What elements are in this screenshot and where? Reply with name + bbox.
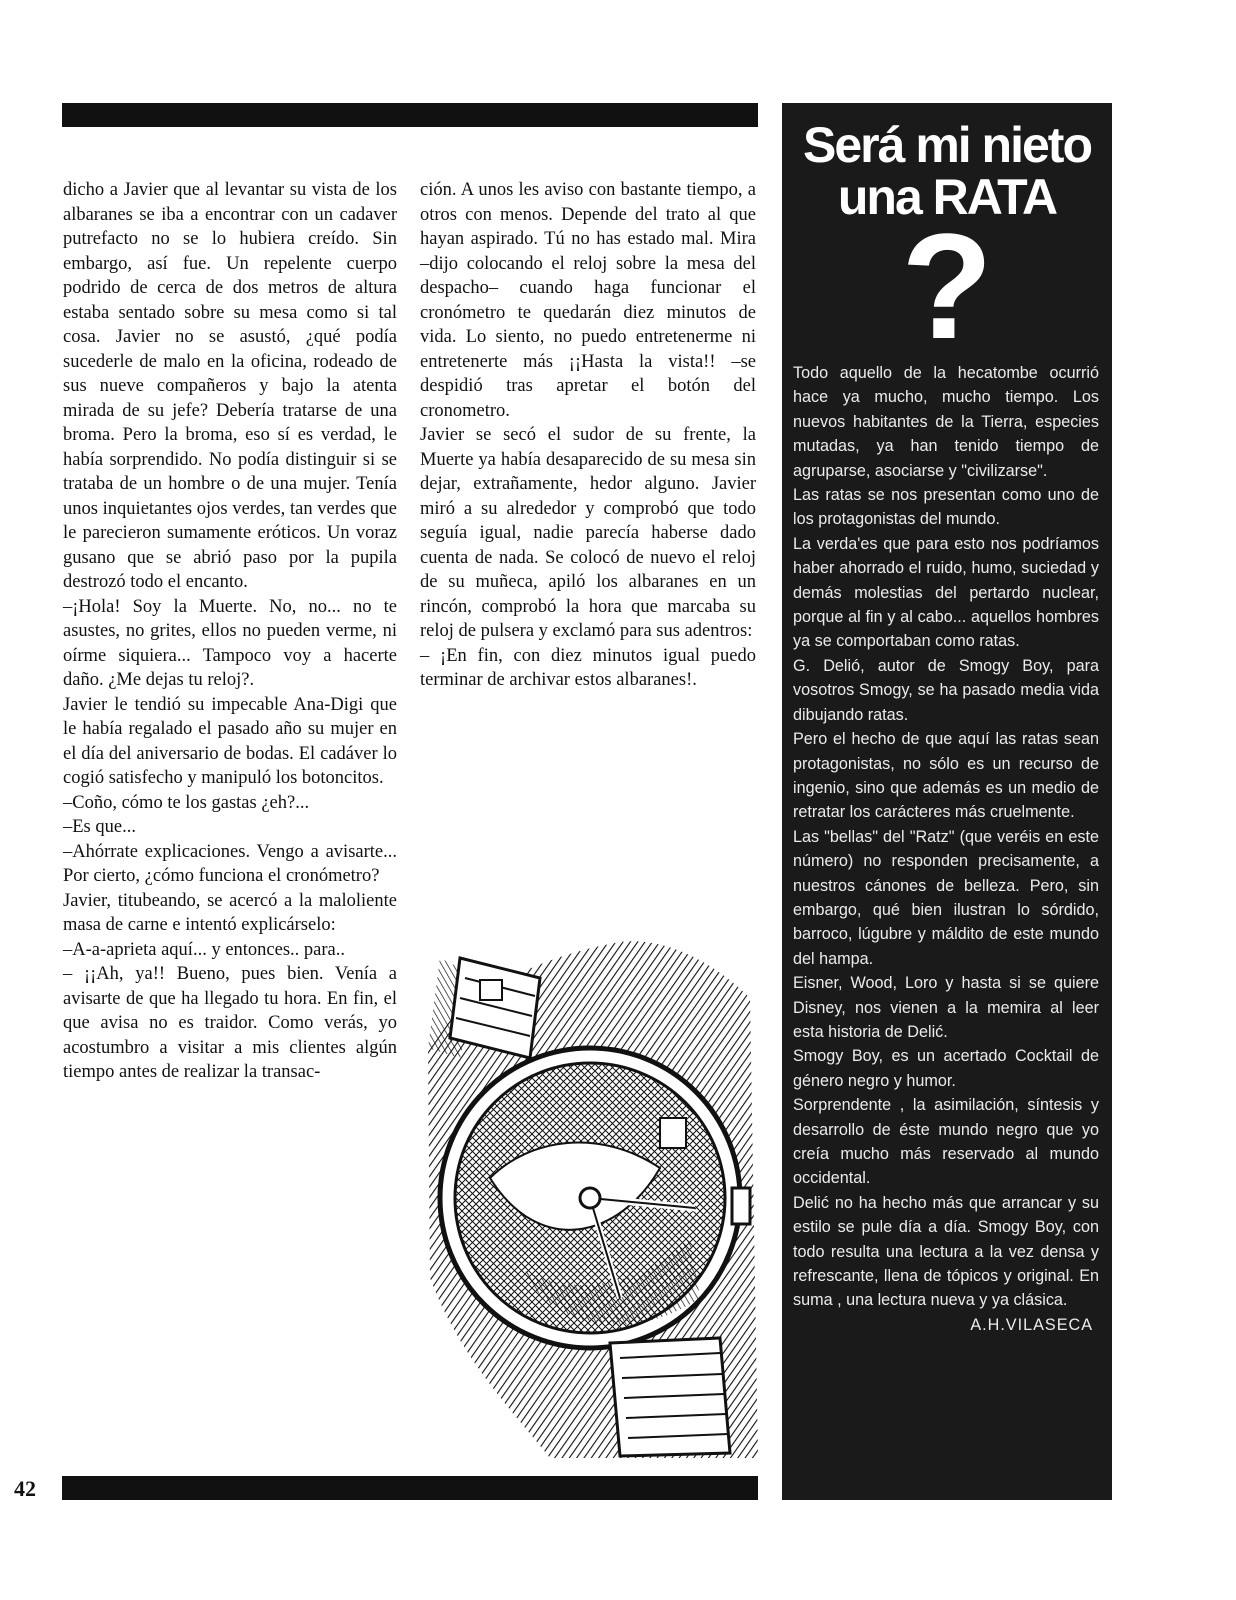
- sidebar-text: [793, 361, 1099, 1337]
- sidebar-paragraph: La verda'es que para esto nos podríamos haber ahorrado el ruido, humo, suciedad y demás molestias del pertardo nuclear, porque al fin y al cabo... aquellos hombres ya se comportaban como ratas.: [793, 534, 1099, 651]
- paragraph: –Ahórrate explicaciones. Vengo a avisarte... Por cierto, ¿cómo funciona el cronómetro?: [63, 841, 397, 886]
- sidebar-paragraph: Las ratas se nos presentan como uno de los protagonistas del mundo.: [793, 486, 1099, 529]
- top-rule-bar: [62, 103, 758, 127]
- paragraph: Javier se secó el sudor de su frente, la Muerte ya había desaparecido de su mesa sin dejar, extrañamente, hedor alguno. Javier miró a su alrededor y comprobó que todo seguía igual, nadie parecía haberse dado cuenta de nada. Se colocó de nuevo el reloj de su muñeca, apiló los albaranes en un rincón, comprobó la hora que marcaba su reloj de pulsera y exclamó para sus adentros:: [420, 425, 756, 641]
- sidebar-paragraph: Delić no ha hecho más que arrancar y su estilo se pule día a día. Smogy Boy, con todo resulta una lectura a la vez densa y refrescante, llena de tópicos y original. En suma , una lectura nueva y ya clásica.: [793, 1193, 1099, 1310]
- sidebar-paragraph: Todo aquello de la hecatombe ocurrió hace ya mucho, mucho tiempo. Los nuevos habitantes de la Tierra, especies mutadas, ya han tenido tiempo de agruparse, asociarse y "civilizarse".: [793, 364, 1099, 480]
- bottom-rule-bar: [62, 1476, 758, 1500]
- sidebar-paragraph: Sorprendente , la asimilación, síntesis y desarrollo de éste mundo negro que yo creía mucho más reservado al mundo occidental.: [793, 1096, 1099, 1188]
- page-number: 42: [14, 1476, 36, 1501]
- article-column-1: [63, 178, 397, 1085]
- paragraph: ción. A unos les aviso con bastante tiempo, a otros con menos. Depende del trato al que hayan aspirado. Tú no has estado mal. Mira –dijo colocando el reloj sobre la mesa del despacho– cuando haga funcionar el cronómetro te quedarán diez minutos de vida. Lo siento, no puedo entretenerme ni entretenerte más ¡¡Hasta la vista!! –se despidió tras apretar el botón del cronometro.: [420, 180, 756, 421]
- paragraph: –¡Hola! Soy la Muerte. No, no... no te asustes, no grites, ellos no pueden verme, ni oírme siquiera... Tampoco voy a hacerte daño. ¿Me dejas tu reloj?.: [63, 596, 397, 690]
- sidebar-title-line-1: Será mi nieto: [803, 117, 1091, 173]
- paragraph: –Es que...: [63, 817, 136, 837]
- paragraph: – ¡¡Ah, ya!! Bueno, pues bien. Venía a avisarte de que ha llegado tu hora. En fin, el que avisa no es traidor. Como verás, yo acostumbro a visitar a mis clientes algún tiempo antes de realizar la transac-: [63, 964, 397, 1082]
- paragraph: dicho a Javier que al levantar su vista de los albaranes se iba a encontrar con un cadaver putrefacto no se lo hubiera creído. Sin embargo, así fue. Un repelente cuerpo podrido de cerca de dos metros de altura estaba sentado sobre su mesa como si tal cosa. Javier no se asustó, ¿qué podía sucederle de malo en la oficina, rodeado de sus nueve compañeros y bajo la atenta mirada de su jefe? Debería tratarse de una broma. Pero la broma, eso sí es verdad, le había sorprendido. No podía distinguir si se trataba de un hombre o de una mujer. Tenía unos inquietantes ojos verdes, tan verdes que le parecieron sumamente eróticos. Un voraz gusano que se abrió paso por la pupila destrozó todo el encanto.: [63, 180, 397, 592]
- paragraph: Javier, titubeando, se acercó a la maloliente masa de carne e intentó explicárselo:: [63, 890, 397, 935]
- sidebar-paragraph: Pero el hecho de que aquí las ratas sean protagonistas, no sólo es un recurso de ingenio, sino que además es un medio de retratar los carácteres más cruelmente.: [793, 730, 1099, 822]
- sidebar-paragraph: G. Delió, autor de Smogy Boy, para vosotros Smogy, se ha pasado media vida dibujando ratas.: [793, 656, 1099, 724]
- paragraph: Javier le tendió su impecable Ana-Digi que le había regalado el pasado año su mujer en el día del aniversario de bodas. El cadáver lo cogió satisfecho y manipuló los botoncitos.: [63, 694, 397, 788]
- sidebar-paragraph: Eisner, Wood, Loro y hasta si se quiere Disney, nos vienen a la memira al leer esta historia de Delić.: [793, 974, 1099, 1041]
- paragraph: –Coño, cómo te los gastas ¿eh?...: [63, 792, 310, 813]
- paragraph: –A-a-aprieta aquí... y entonces.. para..: [63, 939, 345, 960]
- sidebar-box: [782, 103, 1112, 1500]
- sidebar-title-line-2: una RATA: [837, 169, 1057, 225]
- question-mark: ?: [901, 202, 993, 370]
- sidebar-paragraph: Las "bellas" del "Ratz" (que veréis en este número) no responden precisamente, a nuestros cánones de belleza. Pero, sin embargo, qué bien ilustran lo sórdido, barroco, lúgubre y máldito de este mundo del hampa.: [793, 827, 1099, 968]
- wristwatch-illustration-icon: [420, 938, 758, 1458]
- sidebar-paragraph: Smogy Boy, es un acertado Cocktail de género negro y humor.: [793, 1047, 1099, 1090]
- article-column-2: [420, 178, 756, 693]
- author-signature: A.H.VILASECA: [970, 1315, 1093, 1334]
- paragraph: – ¡En fin, con diez minutos igual puedo terminar de archivar estos albaranes!.: [420, 645, 756, 690]
